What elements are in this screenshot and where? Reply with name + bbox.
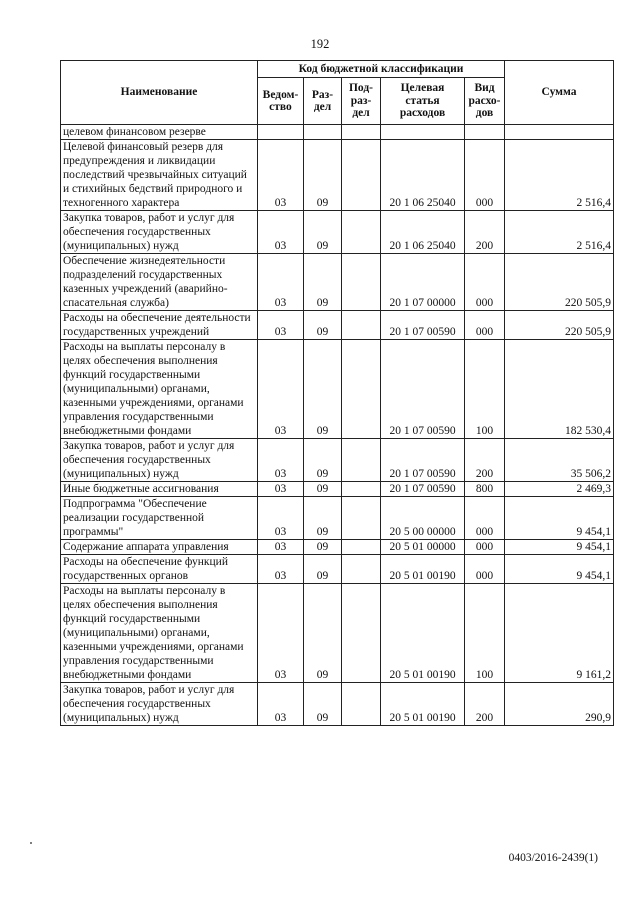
row-type: 000 [465,254,505,311]
row-section: 09 [304,584,342,683]
row-section: 09 [304,140,342,211]
row-type: 200 [465,683,505,726]
table-row [61,584,614,683]
row-section: 09 [304,540,342,555]
row-dept: 03 [258,584,304,683]
table-row [61,555,614,584]
row-dept: 03 [258,439,304,482]
header-target: Целевая статья расходов [381,78,465,125]
row-name: Подпрограмма "Обеспечение реализации государственной программы" [61,497,258,540]
row-section: 09 [304,482,342,497]
row-name: Расходы на обеспечение деятельности государственных учреждений [61,311,258,340]
row-dept: 03 [258,683,304,726]
row-sum: 290,9 [505,683,614,726]
row-sum: 220 505,9 [505,254,614,311]
row-dept: 03 [258,340,304,439]
table-row [61,125,614,140]
table-row [61,140,614,211]
row-dept: 03 [258,497,304,540]
row-sum: 2 469,3 [505,482,614,497]
row-target: 20 5 01 00190 [381,683,465,726]
table-row [61,683,614,726]
row-sum: 9 454,1 [505,540,614,555]
row-dept: 03 [258,211,304,254]
row-dept [258,125,304,140]
row-type: 000 [465,311,505,340]
row-type: 100 [465,340,505,439]
row-sum: 9 161,2 [505,584,614,683]
row-dept: 03 [258,555,304,584]
row-subsection [342,497,381,540]
row-subsection [342,211,381,254]
header-dept: Ведом-ство [258,78,304,125]
row-name: Иные бюджетные ассигнования [61,482,258,497]
row-target [381,125,465,140]
row-section [304,125,342,140]
table-row [61,311,614,340]
row-name: Целевой финансовый резерв для предупреждения и ликвидации последствий чрезвычайных ситуаций и стихийных бедствий природного и техногенного характера [61,140,258,211]
row-dept: 03 [258,140,304,211]
header-subsection: Под-раз-дел [342,78,381,125]
row-section: 09 [304,211,342,254]
row-target: 20 5 01 00190 [381,555,465,584]
row-name: Обеспечение жизнедеятельности подразделений государственных казенных учреждений (аварийно-спасательная служба) [61,254,258,311]
row-target: 20 5 01 00000 [381,540,465,555]
row-name: Содержание аппарата управления [61,540,258,555]
row-subsection [342,254,381,311]
row-name: Закупка товаров, работ и услуг для обеспечения государственных (муниципальных) нужд [61,683,258,726]
row-name: целевом финансовом резерве [61,125,258,140]
row-sum: 9 454,1 [505,555,614,584]
header-section: Раз-дел [304,78,342,125]
row-target: 20 1 07 00590 [381,482,465,497]
row-target: 20 5 00 00000 [381,497,465,540]
header-code-group: Код бюджетной классификации [258,61,505,78]
row-type: 200 [465,439,505,482]
row-section: 09 [304,311,342,340]
header-name: Наименование [61,61,258,125]
row-sum: 9 454,1 [505,497,614,540]
row-subsection [342,311,381,340]
row-target: 20 1 07 00000 [381,254,465,311]
document-number: 0403/2016-2439(1) [508,852,598,864]
row-type: 000 [465,540,505,555]
page-number: 192 [310,37,330,51]
row-section: 09 [304,497,342,540]
row-name: Закупка товаров, работ и услуг для обеспечения государственных (муниципальных) нужд [61,211,258,254]
row-name: Расходы на выплаты персоналу в целях обеспечения выполнения функций государственными (муниципальными) органами, казенными учреждениями, органами управления государственными внебюджетными фондами [61,340,258,439]
row-subsection [342,439,381,482]
row-type: 000 [465,555,505,584]
row-dept: 03 [258,311,304,340]
row-subsection [342,140,381,211]
table-row [61,497,614,540]
stray-mark [30,842,32,844]
row-target: 20 5 01 00190 [381,584,465,683]
row-subsection [342,555,381,584]
row-sum: 2 516,4 [505,140,614,211]
row-target: 20 1 06 25040 [381,211,465,254]
row-section: 09 [304,439,342,482]
table-row [61,340,614,439]
row-subsection [342,540,381,555]
row-sum: 35 506,2 [505,439,614,482]
row-type: 800 [465,482,505,497]
header-type: Вид расхо-дов [465,78,505,125]
row-name: Расходы на выплаты персоналу в целях обеспечения выполнения функций государственными (муниципальными) органами, казенными учреждениями, органами управления государственными внебюджетными фондами [61,584,258,683]
row-section: 09 [304,683,342,726]
table-row [61,482,614,497]
table-row [61,211,614,254]
row-target: 20 1 06 25040 [381,140,465,211]
budget-table [60,60,614,726]
row-dept: 03 [258,540,304,555]
row-type: 100 [465,584,505,683]
row-section: 09 [304,555,342,584]
row-section: 09 [304,340,342,439]
row-subsection [342,340,381,439]
row-type: 200 [465,211,505,254]
row-sum: 220 505,9 [505,311,614,340]
table-row [61,254,614,311]
row-target: 20 1 07 00590 [381,340,465,439]
row-sum: 182 530,4 [505,340,614,439]
row-sum: 2 516,4 [505,211,614,254]
row-subsection [342,584,381,683]
row-subsection [342,482,381,497]
row-name: Расходы на обеспечение функций государственных органов [61,555,258,584]
row-dept: 03 [258,254,304,311]
row-dept: 03 [258,482,304,497]
row-section: 09 [304,254,342,311]
row-subsection [342,683,381,726]
row-type [465,125,505,140]
table-row [61,439,614,482]
row-type: 000 [465,497,505,540]
table-row [61,540,614,555]
row-sum [505,125,614,140]
table-header [61,61,614,125]
row-name: Закупка товаров, работ и услуг для обеспечения государственных (муниципальных) нужд [61,439,258,482]
row-target: 20 1 07 00590 [381,311,465,340]
header-sum: Сумма [505,61,614,125]
table-body [61,125,614,726]
row-target: 20 1 07 00590 [381,439,465,482]
row-subsection [342,125,381,140]
row-type: 000 [465,140,505,211]
